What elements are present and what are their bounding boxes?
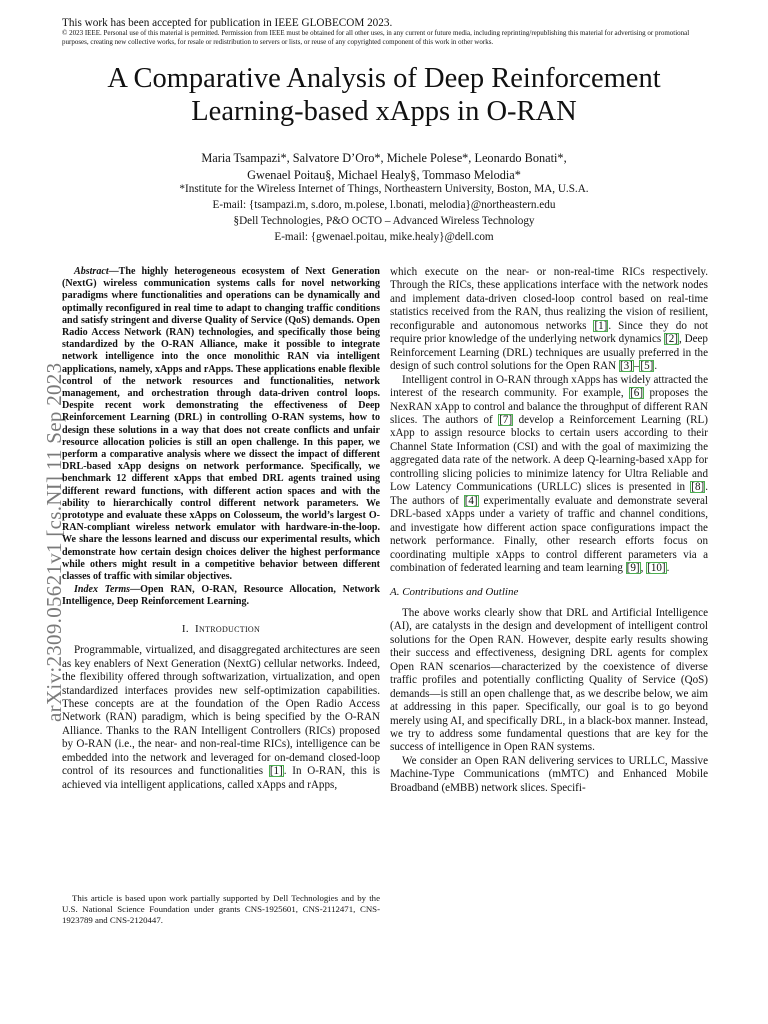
index-terms bbox=[62, 584, 380, 608]
citation-link[interactable]: [7] bbox=[499, 413, 513, 426]
title-line-1: A Comparative Analysis of Deep Reinforcement bbox=[107, 63, 661, 94]
intro-paragraph-1 bbox=[62, 644, 380, 792]
text-run: proposes the NexRAN xApp to control and balance the throughput of different RAN slices. The authors of bbox=[390, 387, 708, 426]
right-column bbox=[390, 266, 708, 795]
author-list bbox=[60, 150, 708, 183]
text-run: Intelligent control in O-RAN through xApps has widely attracted the interest of the research community. For example, bbox=[390, 373, 708, 400]
text-run: which execute on the near- or non-real-time RICs respectively. Through the RICs, these applications interface with the network nodes and implement data-driven closed-loop control based on real-time statistics received from the RAN, thus realizing the vision of resilient, reconfigurable and autonomous networks bbox=[390, 266, 708, 332]
affiliation-dell: §Dell Technologies, P&O OCTO – Advanced Wireless Technology bbox=[233, 215, 535, 227]
email-dell: E-mail: {gwenael.poitau, mike.healy}@dell.com bbox=[274, 231, 494, 243]
funding-footnote: This article is based upon work partially supported by Dell Technologies and by the U.S. National Science Foundation under grants CNS-1925601, CNS-2112471, CNS-1923789 and CNS-2120447. bbox=[62, 893, 380, 925]
citation-link[interactable]: [2] bbox=[665, 333, 678, 346]
right-paragraph-1 bbox=[390, 266, 708, 374]
text-run: , Deep Reinforcement Learning (DRL) techniques are usually preferred in the design of such control solutions for the Open RAN bbox=[390, 333, 708, 373]
title-line-2: Learning-based xApps in O-RAN bbox=[191, 96, 577, 127]
citation-link[interactable]: [1] bbox=[594, 319, 608, 332]
right-paragraph-3: The above works clearly show that DRL and Artificial Intelligence (AI), are catalysts in the design and development of intelligent control solutions for the Open RAN. However, despite early results showing their success and effectiveness, designing DRL agents for complex Open RAN scenarios—characterized by the coexistence of diverse traffic profiles and potentially conflicting Quality of Service (QoS) demands—is still an open challenge that, as we describe below, we aim at addressing in this paper. Specifically, our goal is to go beyond merely using AI, and specifically DRL, in a black-box manner. Instead, we try to address some fundamental questions that are key for the success of intelligence in Open RAN systems. bbox=[390, 606, 708, 754]
citation-link[interactable]: [5] bbox=[640, 360, 654, 373]
citation-link[interactable]: [1] bbox=[269, 765, 283, 778]
subsection-heading: A. Contributions and Outline bbox=[390, 586, 519, 599]
citation-link[interactable]: [3] bbox=[619, 360, 633, 373]
section-heading-introduction bbox=[62, 623, 380, 636]
authors-line-1: Maria Tsampazi*, Salvatore D’Oro*, Michele Polese*, Leonardo Bonati*, bbox=[201, 151, 567, 165]
text-run: experimentally evaluate and demonstrate several DRL-based xApps under a variety of traffic and channel conditions, and investigate how different action space configurations impact the network performance. Finally, other research efforts focus on coordinating multiple xApps to control different parameters via a combination of federated learning and team learning bbox=[390, 494, 708, 574]
authors-line-2: Gwenael Poitau§, Michael Healy§, Tommaso Melodia* bbox=[247, 167, 521, 182]
affiliations bbox=[60, 181, 708, 245]
paper-title bbox=[60, 62, 708, 128]
text-run: . In O-RAN, this is achieved via intelligent applications, called xApps and rApps, bbox=[62, 765, 380, 791]
right-paragraph-2 bbox=[390, 374, 708, 576]
arxiv-stamp bbox=[8, 292, 66, 722]
right-paragraph-4: We consider an Open RAN delivering services to URLLC, Massive Machine-Type Communications (mMTC) and Enhanced Mobile Broadband (eMBB) network slices. Specifi- bbox=[390, 754, 708, 794]
section-title: Introduction bbox=[195, 622, 261, 635]
text-run: . The authors of bbox=[390, 481, 708, 507]
index-terms-label: Index Terms bbox=[74, 584, 131, 596]
left-column bbox=[62, 266, 380, 792]
citation-link[interactable]: [4] bbox=[464, 494, 478, 507]
citation-link[interactable]: [6] bbox=[630, 387, 644, 400]
citation-link[interactable]: [10] bbox=[647, 561, 666, 574]
text-run: develop a Reinforcement Learning (RL) xApp to assign resource blocks to certain users according to their Channel State Information (CSI) and with the goal of maximizing the aggregated data rate of the network. A deep Q-learning-based xApp for controlling slicing policies to minimize latency for Ultra Reliable and Low Latency Communications (URLLC) slices is presented in bbox=[390, 413, 708, 494]
publication-notice: This work has been accepted for publication in IEEE GLOBECOM 2023. bbox=[62, 17, 393, 29]
text-run: , bbox=[640, 561, 647, 574]
affiliation-northeastern: *Institute for the Wireless Internet of Things, Northeastern University, Boston, MA, U.S.A. bbox=[179, 183, 589, 195]
copyright-notice: © 2023 IEEE. Personal use of this material is permitted. Permission from IEEE must be obtained for all other uses, in any current or future media, including reprinting/republishing this material for advertising or promotional purposes, creating new collective works, for resale or redistribution to servers or lists, or reuse of any copyrighted component of this work in other works. bbox=[62, 29, 690, 47]
arxiv-identifier: arXiv:2309.05621v1 [cs.NI] 11 Sep 2023 bbox=[42, 362, 66, 722]
citation-link[interactable]: [9] bbox=[626, 561, 640, 574]
text-run: . bbox=[666, 561, 670, 574]
index-terms-text: —Open RAN, O-RAN, Resource Allocation, Network Intelligence, Deep Reinforcement Learning. bbox=[62, 584, 381, 608]
text-run: Programmable, virtualized, and disaggregated architectures are seen as key enablers of Next Generation (NextG) cellular networks. Indeed, the flexibility offered through softwarization, virtualization, and open standardized interfaces provides new self-optimization capabilities. These concepts are at the foundation of the Open Radio Access Network (RAN) paradigm, which is being specified by the O-RAN Alliance. Thanks to the RAN Intelligent Controllers (RICs) proposed by O-RAN (i.e., the near- and non-real-time RICs), intelligence can be embedded into the network and leveraged for on-demand closed-loop control of its resources and functionalities bbox=[62, 644, 380, 778]
text-run: . bbox=[654, 360, 658, 373]
section-number: I. bbox=[181, 622, 189, 635]
text-run: . Since they do not require prior knowledge of the underlying network dynamics bbox=[390, 319, 708, 346]
email-northeastern: E-mail: {tsampazi.m, s.doro, m.polese, l.bonati, melodia}@northeastern.edu bbox=[212, 199, 556, 211]
abstract-label: Abstract bbox=[74, 266, 109, 277]
citation-link[interactable]: [8] bbox=[691, 481, 705, 494]
abstract-text: —The highly heterogeneous ecosystem of Next Generation (NextG) wireless communication systems calls for novel networking paradigms where functionalities and operations can be dynamically and optimally reconfigured in real time to adapt to changing traffic conditions and satisfy stringent and diverse Quality of Service (QoS) demands. Open Radio Access Network (RAN) technologies, and specifically those being standardized by the O-RAN Alliance, make it possible to integrate network intelligence into the once monolithic RAN via intelligent applications, namely, xApps and rApps. These applications enable flexible control of the network resources and functionalities, network management, and orchestration through data-driven control loops. Despite recent work demonstrating the effectiveness of Deep Reinforcement Learning (DRL) in controlling O-RAN systems, how to design these solutions in a way that does not create conflicts and unfair resource allocation policies is still an open challenge. In this paper, we perform a comparative analysis where we dissect the impact of different DRL-based xApp designs on network performance. Specifically, we benchmark 12 different xApps that embed DRL agents trained using different reward functions, with different action spaces and with the ability to hierarchically control different network parameters. We prototype and evaluate these xApps on Colosseum, the world’s largest O-RAN-compliant wireless network emulator with hardware-in-the-loop. We share the lessons learned and discuss our experimental results, which demonstrate how certain design choices deliver the highest performance while others might result in a competitive behavior between different classes of traffic with similar objectives. bbox=[62, 266, 380, 583]
abstract bbox=[62, 266, 380, 583]
text-run: – bbox=[633, 360, 640, 373]
